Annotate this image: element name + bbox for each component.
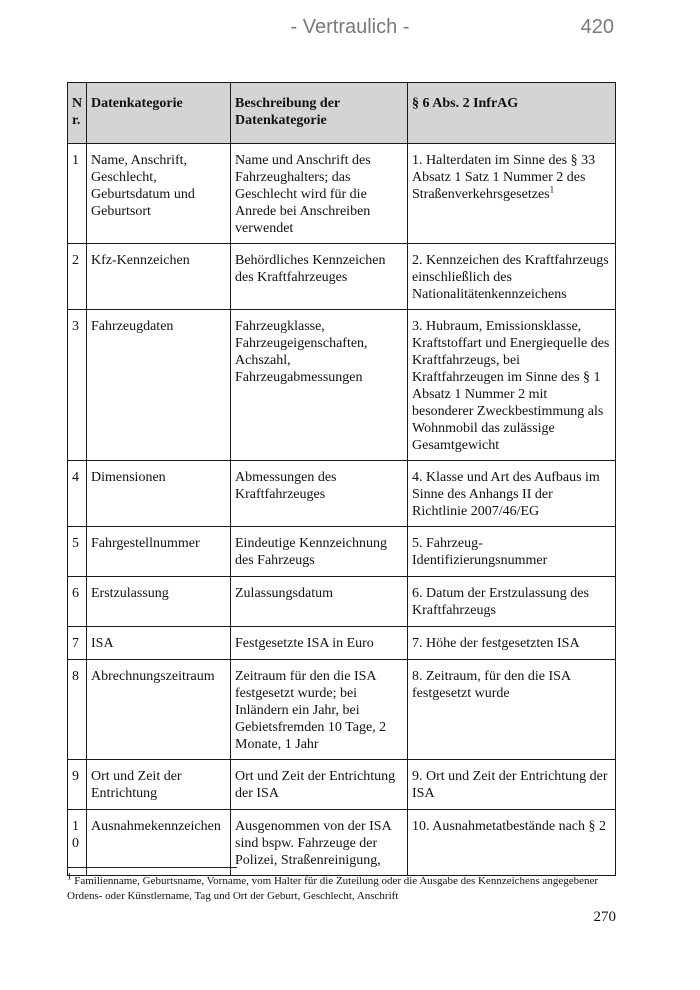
- row-paragraph: 8. Zeitraum, für den die ISA festgesetzt wurde: [408, 660, 616, 760]
- row-beschreibung: Eindeutige Kennzeichnung des Fahrzeugs: [231, 527, 408, 577]
- row-nr: 4: [68, 461, 87, 527]
- table-row: [68, 627, 616, 660]
- row-paragraph: 4. Klasse und Art des Aufbaus im Sinne des Anhangs II der Richtlinie 2007/46/EG: [408, 461, 616, 527]
- row-kategorie: Fahrzeugdaten: [87, 310, 231, 461]
- row-beschreibung: Festgesetzte ISA in Euro: [231, 627, 408, 660]
- row-nr: 7: [68, 627, 87, 660]
- row-beschreibung: Name und Anschrift des Fahrzeughalters; das Geschlecht wird für die Anrede bei Anschreiben verwendet: [231, 144, 408, 244]
- row-kategorie: ISA: [87, 627, 231, 660]
- row-paragraph: 7. Höhe der festgesetzten ISA: [408, 627, 616, 660]
- row-nr: 3: [68, 310, 87, 461]
- row-nr: 6: [68, 577, 87, 627]
- table-row: [68, 144, 616, 244]
- row-kategorie: Ausnahmekennzeichen: [87, 810, 231, 876]
- row-kategorie: Abrechnungszeitraum: [87, 660, 231, 760]
- footnote: [67, 871, 627, 904]
- row-nr: 8: [68, 660, 87, 760]
- footnote-text: Familienname, Geburtsname, Vorname, vom Halter für die Zuteilung oder die Ausgabe des Kennzeichens angegebener Ordens- oder Künstlername, Tag und Ort der Geburt, Geschlecht, Anschrift: [67, 875, 599, 902]
- table-row: [68, 461, 616, 527]
- page-number: 270: [593, 909, 616, 925]
- header-nr: Nr.: [68, 83, 87, 144]
- table-row: [68, 310, 616, 461]
- header-paragraph: § 6 Abs. 2 InfrAG: [408, 83, 616, 144]
- table-row: [68, 760, 616, 810]
- row-nr: 1: [68, 144, 87, 244]
- row-beschreibung: Fahrzeugklasse, Fahrzeugeigenschaften, Achszahl, Fahrzeugabmessungen: [231, 310, 408, 461]
- row-beschreibung: Ort und Zeit der Entrichtung der ISA: [231, 760, 408, 810]
- row-paragraph: 10. Ausnahmetatbestände nach § 2: [408, 810, 616, 876]
- table-row: [68, 577, 616, 627]
- table-row: [68, 660, 616, 760]
- row-paragraph: 5. Fahrzeug-Identifizierungsnummer: [408, 527, 616, 577]
- row-beschreibung: Ausgenommen von der ISA sind bspw. Fahrzeuge der Polizei, Straßenreinigung,: [231, 810, 408, 876]
- row-paragraph: [408, 144, 616, 244]
- table-row: [68, 244, 616, 310]
- footnote-marker: 1: [67, 871, 72, 882]
- row-kategorie: Kfz-Kennzeichen: [87, 244, 231, 310]
- table-row: [68, 527, 616, 577]
- header-datenkategorie: Datenkategorie: [87, 83, 231, 144]
- row-kategorie: Fahrgestellnummer: [87, 527, 231, 577]
- header-beschreibung: Beschreibung der Datenkategorie: [231, 83, 408, 144]
- row-kategorie: Erstzulassung: [87, 577, 231, 627]
- data-category-table: [67, 82, 616, 876]
- row-beschreibung: Zulassungsdatum: [231, 577, 408, 627]
- table-row: [68, 810, 616, 876]
- confidential-label: - Vertraulich -: [290, 16, 410, 38]
- row-nr: 5: [68, 527, 87, 577]
- row-paragraph: 2. Kennzeichen des Kraftfahrzeugs einschließlich des Nationalitätenkennzeichens: [408, 244, 616, 310]
- table-header-row: [68, 83, 616, 144]
- row-beschreibung: Behördliches Kennzeichen des Kraftfahrzeuges: [231, 244, 408, 310]
- row-nr: 10: [68, 810, 87, 876]
- row-beschreibung: Zeitraum für den die ISA festgesetzt wurde; bei Inländern ein Jahr, bei Gebietsfremden 10 Tage, 2 Monate, 1 Jahr: [231, 660, 408, 760]
- row-nr: 2: [68, 244, 87, 310]
- row-kategorie: Name, Anschrift, Geschlecht, Geburtsdatum und Geburtsort: [87, 144, 231, 244]
- row-paragraph: 3. Hubraum, Emissionsklasse, Kraftstoffart und Energiequelle des Kraftfahrzeugs, bei Kraftfahrzeugen im Sinne des § 1 Absatz 1 Nummer 2 mit besonderer Zweckbestimmung als Wohnmobil das zulässige Gesamtgewicht: [408, 310, 616, 461]
- row-paragraph: 9. Ort und Zeit der Entrichtung der ISA: [408, 760, 616, 810]
- row-kategorie: Dimensionen: [87, 461, 231, 527]
- row-nr: 9: [68, 760, 87, 810]
- row-beschreibung: Abmessungen des Kraftfahrzeuges: [231, 461, 408, 527]
- row-kategorie: Ort und Zeit der Entrichtung: [87, 760, 231, 810]
- document-number: 420: [580, 16, 614, 38]
- footnote-separator: [67, 867, 237, 868]
- row-paragraph: 6. Datum der Erstzulassung des Kraftfahrzeugs: [408, 577, 616, 627]
- footnote-ref: 1: [549, 184, 555, 195]
- paragraph-text: 1. Halterdaten im Sinne des § 33 Absatz 1 Satz 1 Nummer 2 des Straßenverkehrsgesetzes: [412, 153, 596, 202]
